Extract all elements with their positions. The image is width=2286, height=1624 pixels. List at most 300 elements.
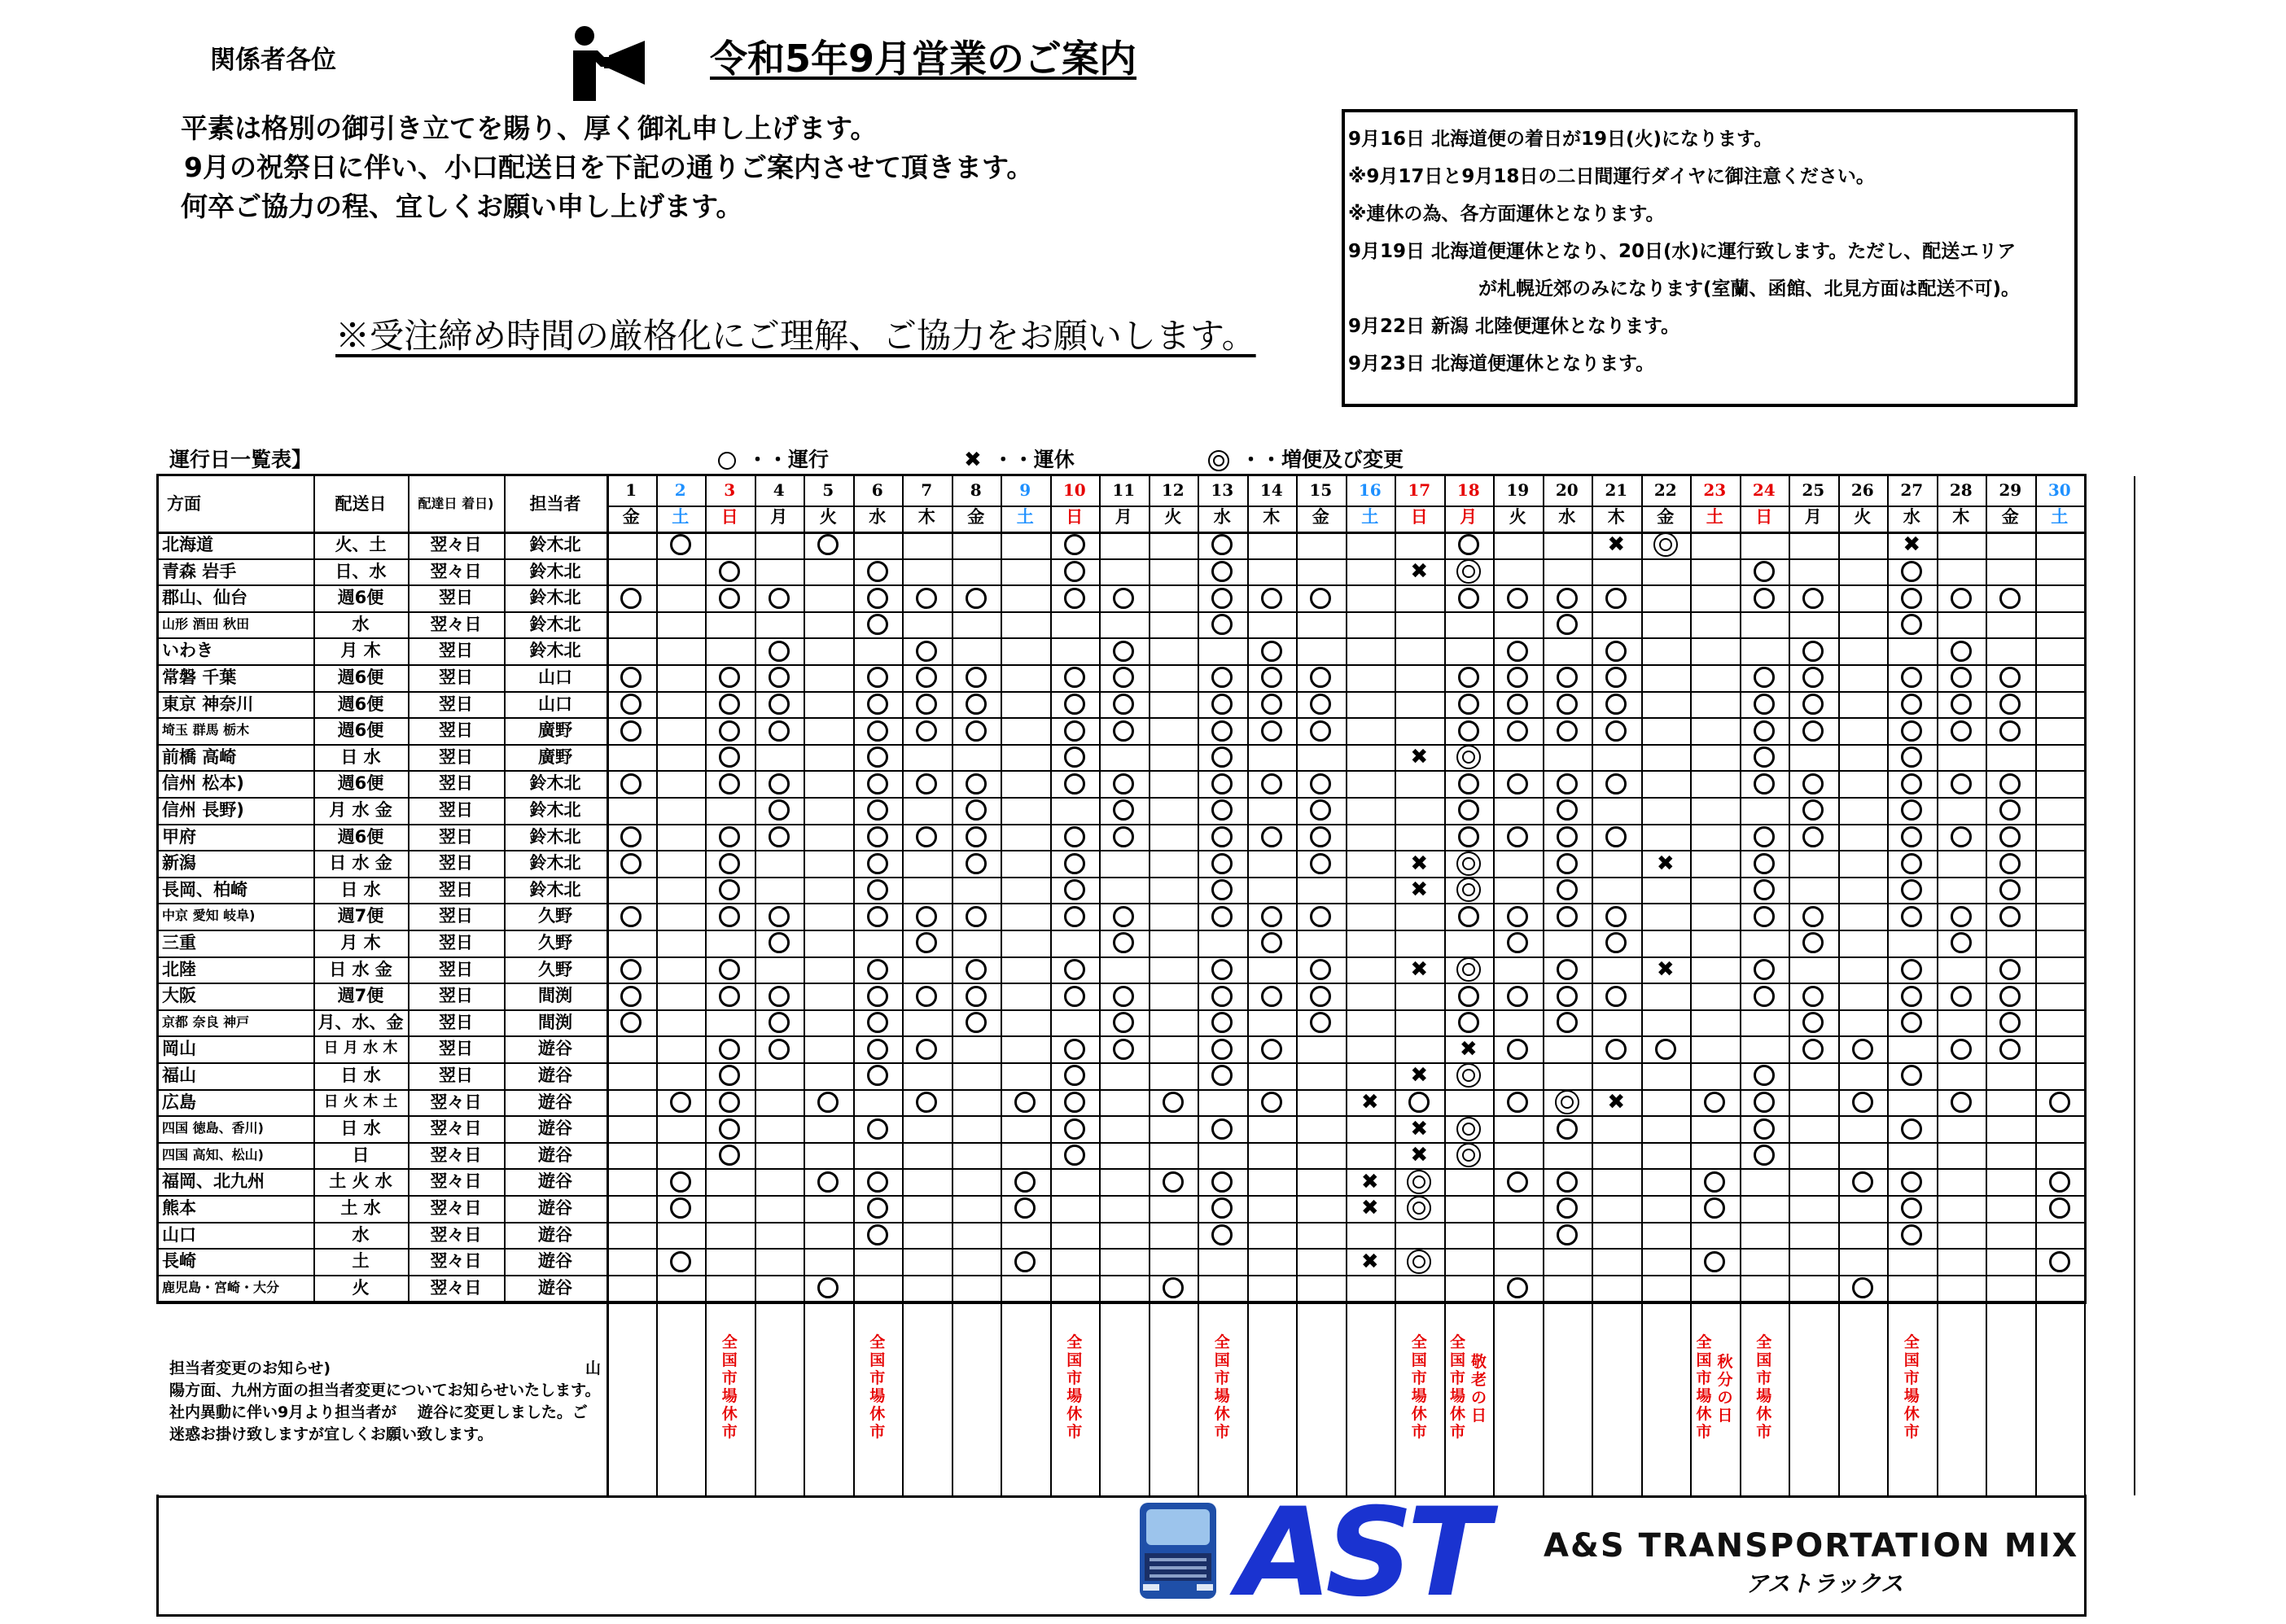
run-mark xyxy=(1754,667,1775,688)
day-number: 23 xyxy=(1703,480,1727,500)
page-title: 令和5年9月営業のご案内 xyxy=(710,37,1137,81)
holiday-label: 全国市場休市 xyxy=(1696,1333,1712,1442)
day-weekday: 水 xyxy=(869,507,887,527)
megaphone-icon xyxy=(567,23,655,104)
run-mark xyxy=(1999,879,2021,900)
run-mark xyxy=(1704,1251,1725,1272)
extra-mark xyxy=(1407,1250,1431,1274)
run-mark xyxy=(1211,694,1233,715)
run-mark xyxy=(1211,1118,1233,1140)
extra-mark xyxy=(1456,1117,1481,1141)
row-area: 福山 xyxy=(162,1066,196,1085)
holiday-label: 全国市場休市 xyxy=(1449,1333,1465,1442)
person-change-notice xyxy=(169,1358,601,1446)
run-mark xyxy=(719,1145,740,1166)
row-arrival: 翌々日 xyxy=(430,561,482,581)
run-mark xyxy=(1901,1065,1922,1086)
run-mark xyxy=(1458,826,1479,847)
row-delivery-days: 月 木 xyxy=(340,641,381,661)
run-mark xyxy=(1310,959,1331,980)
run-mark xyxy=(1557,799,1578,821)
row-arrival: 翌日 xyxy=(439,694,473,714)
run-mark xyxy=(1507,826,1528,847)
day-number: 6 xyxy=(871,480,883,500)
row-area: 山口 xyxy=(162,1224,196,1245)
day-divider xyxy=(1789,476,1790,1495)
run-mark xyxy=(1557,853,1578,874)
row-delivery-days: 日 水 xyxy=(340,879,381,900)
day-number: 17 xyxy=(1408,480,1431,500)
suspended-mark: ✖ xyxy=(1459,1036,1478,1062)
row-person: 遊谷 xyxy=(538,1066,572,1085)
day-weekday: 水 xyxy=(1558,507,1576,527)
run-mark xyxy=(1310,986,1331,1007)
run-mark xyxy=(1458,799,1479,821)
column-header-delivery_days: 配送日 xyxy=(335,494,387,514)
run-mark xyxy=(1901,1118,1922,1140)
run-mark xyxy=(1901,561,1922,582)
run-mark xyxy=(719,694,740,715)
row-delivery-days: 日 水 xyxy=(340,1118,381,1139)
run-mark xyxy=(1901,1171,1922,1193)
run-mark xyxy=(867,959,888,980)
row-delivery-days: 週6便 xyxy=(337,720,384,741)
run-mark xyxy=(1852,1171,1873,1193)
run-mark xyxy=(817,1171,839,1193)
run-mark xyxy=(719,1092,740,1113)
row-area: 鹿児島・宮崎・大分 xyxy=(162,1279,280,1295)
notice-line: 9月19日 北海道便運休となり、20日(水)に運行致します。ただし、配送エリア xyxy=(1348,241,2017,262)
row-delivery-days: 水 xyxy=(352,1224,370,1245)
row-arrival: 翌日 xyxy=(439,986,473,1006)
run-mark xyxy=(1408,1092,1430,1113)
run-mark xyxy=(916,588,937,609)
run-mark xyxy=(1113,641,1134,662)
day-weekday: 金 xyxy=(1657,507,1675,527)
row-person: 遊谷 xyxy=(538,1118,572,1139)
intro-line: 何卒ご協力の程、宜しくお願い申し上げます。 xyxy=(181,190,743,222)
column-header-arrival: 配達日 着日) xyxy=(418,496,494,511)
run-mark xyxy=(966,906,987,927)
run-mark xyxy=(1113,986,1134,1007)
run-mark xyxy=(1261,667,1282,688)
extra-mark xyxy=(1456,878,1481,902)
day-divider xyxy=(1247,476,1249,1495)
truck-icon xyxy=(1133,1499,1223,1604)
row-arrival: 翌日 xyxy=(439,641,473,661)
row-delivery-days: 土 火 水 xyxy=(329,1171,392,1192)
day-number: 10 xyxy=(1062,480,1086,500)
day-weekday: 火 xyxy=(1509,507,1526,527)
run-mark xyxy=(1211,588,1233,609)
day-number: 3 xyxy=(724,480,736,500)
row-area: 四国 徳島、香川) xyxy=(162,1120,264,1136)
day-divider xyxy=(1740,476,1741,1495)
run-mark xyxy=(1211,1065,1233,1086)
row-area: 東京 神奈川 xyxy=(162,694,254,714)
run-mark xyxy=(1557,1224,1578,1245)
run-mark xyxy=(1458,773,1479,794)
run-mark xyxy=(1113,1039,1134,1060)
run-mark xyxy=(1802,1012,1824,1033)
run-mark xyxy=(1113,932,1134,953)
extra-mark xyxy=(1456,745,1481,769)
row-delivery-days: 土 xyxy=(352,1251,370,1272)
run-mark xyxy=(1901,694,1922,715)
run-mark xyxy=(1211,1197,1233,1219)
row-person: 鈴木北 xyxy=(529,535,581,554)
holiday-label: 全国市場休市 xyxy=(1066,1333,1083,1442)
run-mark xyxy=(1754,694,1775,715)
run-mark xyxy=(1507,588,1528,609)
run-mark xyxy=(1605,1039,1627,1060)
day-weekday: 金 xyxy=(2001,507,2019,527)
run-mark xyxy=(1113,694,1134,715)
row-delivery-days: 週6便 xyxy=(337,588,384,608)
row-person: 間渕 xyxy=(538,986,572,1006)
intro-line: 平素は格別の御引き立てを賜り、厚く御礼申し上げます。 xyxy=(181,112,878,144)
notice-line: ※9月17日と9月18日の二日間運行ダイヤに御注意ください。 xyxy=(1348,166,1875,187)
run-mark xyxy=(1261,694,1282,715)
run-mark xyxy=(1557,667,1578,688)
run-mark xyxy=(1951,641,1972,662)
run-mark xyxy=(1951,667,1972,688)
run-mark xyxy=(1064,1065,1085,1086)
day-number: 20 xyxy=(1555,480,1579,500)
run-mark xyxy=(1261,773,1282,794)
run-mark xyxy=(1211,1012,1233,1033)
run-mark xyxy=(916,773,937,794)
run-mark xyxy=(1802,826,1824,847)
run-mark xyxy=(1754,1092,1775,1113)
row-delivery-days: 火、土 xyxy=(335,535,387,554)
row-delivery-days: 週6便 xyxy=(337,826,384,847)
run-mark xyxy=(966,853,987,874)
run-mark xyxy=(2049,1251,2070,1272)
day-number: 21 xyxy=(1605,480,1628,500)
day-number: 26 xyxy=(1850,480,1874,500)
run-mark xyxy=(1557,694,1578,715)
run-mark xyxy=(1557,1118,1578,1140)
run-mark xyxy=(1999,906,2021,927)
row-area: 中京 愛知 岐阜) xyxy=(162,908,256,924)
column-header-area: 方面 xyxy=(167,494,201,514)
run-mark xyxy=(817,534,839,555)
run-mark xyxy=(916,641,937,662)
run-mark xyxy=(1999,720,2021,742)
day-number: 15 xyxy=(1309,480,1333,500)
row-arrival: 翌日 xyxy=(439,959,473,979)
column-divider xyxy=(607,476,609,1495)
row-delivery-days: 日 火 木 土 xyxy=(323,1092,398,1110)
row-person: 鈴木北 xyxy=(529,641,581,661)
day-number: 30 xyxy=(2047,480,2071,500)
run-mark xyxy=(620,959,642,980)
run-mark xyxy=(1064,906,1085,927)
day-number: 24 xyxy=(1752,480,1776,500)
run-mark xyxy=(1261,1092,1282,1113)
run-mark xyxy=(1211,879,1233,900)
run-mark xyxy=(966,1012,987,1033)
run-mark xyxy=(966,694,987,715)
run-mark xyxy=(1014,1171,1036,1193)
run-mark xyxy=(1754,588,1775,609)
run-mark xyxy=(719,879,740,900)
run-mark xyxy=(719,746,740,768)
day-weekday: 金 xyxy=(1312,507,1329,527)
person-change-heading: 担当者変更のお知らせ) xyxy=(169,1359,331,1377)
run-mark xyxy=(769,720,790,742)
run-mark xyxy=(1951,1039,1972,1060)
company-name: A&S TRANSPORTATION MIX xyxy=(1544,1527,2079,1565)
row-arrival: 翌日 xyxy=(439,853,473,873)
run-mark xyxy=(867,799,888,821)
run-mark xyxy=(1557,879,1578,900)
run-mark xyxy=(1557,614,1578,635)
run-mark xyxy=(1458,534,1479,555)
row-area: 大阪 xyxy=(162,986,196,1006)
run-mark xyxy=(867,879,888,900)
day-weekday: 土 xyxy=(1016,507,1034,527)
run-mark xyxy=(1852,1092,1873,1113)
run-mark xyxy=(916,986,937,1007)
run-mark xyxy=(1901,746,1922,768)
run-mark xyxy=(1999,1012,2021,1033)
run-mark xyxy=(1901,986,1922,1007)
suspended-mark: ✖ xyxy=(1410,1063,1429,1088)
holiday-label: 全国市場休市 xyxy=(1411,1333,1427,1442)
day-number: 12 xyxy=(1161,480,1185,500)
legend-run xyxy=(718,444,829,473)
day-weekday: 木 xyxy=(1263,507,1281,527)
day-divider xyxy=(1296,476,1298,1495)
run-mark xyxy=(620,720,642,742)
row-area: 京都 奈良 神戸 xyxy=(162,1013,250,1030)
day-weekday: 水 xyxy=(1903,507,1920,527)
row-person: 鈴木北 xyxy=(529,588,581,608)
row-area: 三重 xyxy=(162,933,196,952)
run-mark xyxy=(1458,906,1479,927)
row-delivery-days: 日 月 水 木 xyxy=(323,1040,398,1057)
day-divider xyxy=(1001,476,1002,1495)
run-mark xyxy=(719,1039,740,1060)
row-arrival: 翌日 xyxy=(439,773,473,794)
row-person: 鈴木北 xyxy=(529,773,581,794)
day-weekday: 日 xyxy=(1410,507,1428,527)
holiday-name: 敬老の日 xyxy=(1470,1353,1487,1425)
day-weekday: 水 xyxy=(1213,507,1231,527)
run-mark xyxy=(1901,799,1922,821)
row-delivery-days: 土 水 xyxy=(340,1198,381,1218)
run-mark xyxy=(1113,667,1134,688)
run-mark xyxy=(1901,667,1922,688)
suspended-mark: ✖ xyxy=(1903,532,1921,558)
day-weekday: 土 xyxy=(2051,507,2069,527)
row-person: 間渕 xyxy=(538,1012,572,1032)
run-mark xyxy=(1754,561,1775,582)
notice-box xyxy=(1342,109,2078,407)
run-mark xyxy=(1557,959,1578,980)
run-mark xyxy=(769,694,790,715)
run-mark xyxy=(769,1039,790,1060)
day-divider xyxy=(1099,476,1101,1495)
run-mark xyxy=(1211,720,1233,742)
row-delivery-days: 火 xyxy=(352,1277,370,1298)
run-mark xyxy=(1211,906,1233,927)
holiday-label: 全国市場休市 xyxy=(1756,1333,1772,1442)
holiday-label: 全国市場休市 xyxy=(1903,1333,1920,1442)
run-mark xyxy=(1064,1145,1085,1166)
run-mark xyxy=(1557,826,1578,847)
run-mark xyxy=(867,694,888,715)
run-mark xyxy=(1754,773,1775,794)
row-person: 遊谷 xyxy=(538,1224,572,1245)
day-divider xyxy=(755,476,756,1495)
run-mark xyxy=(867,561,888,582)
run-mark xyxy=(1163,1277,1184,1298)
run-mark xyxy=(1507,720,1528,742)
run-mark xyxy=(1458,1012,1479,1033)
row-area: 青森 岩手 xyxy=(162,561,237,581)
run-mark xyxy=(1802,588,1824,609)
addressee: 関係者各位 xyxy=(210,46,336,75)
run-mark xyxy=(1802,773,1824,794)
day-weekday: 火 xyxy=(819,507,837,527)
run-mark xyxy=(1557,986,1578,1007)
run-mark xyxy=(1605,826,1627,847)
run-mark xyxy=(1951,773,1972,794)
row-delivery-days: 日 水 金 xyxy=(329,853,392,873)
suspended-mark: ✖ xyxy=(1410,1116,1429,1141)
day-divider xyxy=(1493,476,1495,1495)
run-mark xyxy=(1999,986,2021,1007)
run-mark xyxy=(1557,906,1578,927)
day-weekday: 月 xyxy=(1115,507,1132,527)
day-divider xyxy=(1444,476,1446,1495)
request-note: ※受注締め時間の厳格化にご理解、ご協力をお願いします。 xyxy=(335,316,1256,356)
row-delivery-days: 水 xyxy=(352,614,370,634)
extra-mark xyxy=(1653,532,1678,557)
day-divider xyxy=(1937,476,1938,1495)
run-mark xyxy=(1951,986,1972,1007)
row-area: 埼玉 群馬 栃木 xyxy=(162,722,250,738)
row-delivery-days: 週7便 xyxy=(337,986,384,1006)
row-delivery-days: 日 水 xyxy=(340,746,381,767)
run-mark xyxy=(719,853,740,874)
run-mark xyxy=(1211,667,1233,688)
run-mark xyxy=(1557,1012,1578,1033)
run-mark xyxy=(1951,694,1972,715)
run-mark xyxy=(1655,1039,1676,1060)
run-mark xyxy=(1113,826,1134,847)
run-mark xyxy=(867,1039,888,1060)
day-weekday: 木 xyxy=(1952,507,1970,527)
run-mark xyxy=(1901,773,1922,794)
run-mark xyxy=(1261,826,1282,847)
row-person: 遊谷 xyxy=(538,1277,572,1298)
run-mark xyxy=(1211,826,1233,847)
run-mark xyxy=(769,588,790,609)
run-mark xyxy=(1901,1012,1922,1033)
day-number: 16 xyxy=(1358,480,1382,500)
run-mark xyxy=(719,588,740,609)
row-area: 信州 松本) xyxy=(162,773,244,794)
run-mark xyxy=(1211,959,1233,980)
day-number: 28 xyxy=(1949,480,1973,500)
run-mark xyxy=(1901,588,1922,609)
day-number: 27 xyxy=(1900,480,1924,500)
run-mark xyxy=(1999,588,2021,609)
run-mark xyxy=(1999,773,2021,794)
row-delivery-days: 週6便 xyxy=(337,694,384,714)
run-mark xyxy=(1014,1092,1036,1113)
day-number: 25 xyxy=(1802,480,1825,500)
run-mark xyxy=(1507,667,1528,688)
row-person: 遊谷 xyxy=(538,1145,572,1165)
run-mark xyxy=(1261,1039,1282,1060)
run-mark xyxy=(916,932,937,953)
row-person: 久野 xyxy=(538,933,572,952)
run-mark xyxy=(1458,694,1479,715)
run-mark xyxy=(1605,720,1627,742)
row-arrival: 翌日 xyxy=(439,879,473,900)
run-mark xyxy=(1507,986,1528,1007)
suspended-mark: ✖ xyxy=(1656,851,1675,876)
day-weekday: 火 xyxy=(1164,507,1182,527)
run-mark xyxy=(1951,1092,1972,1113)
run-mark xyxy=(867,826,888,847)
run-mark xyxy=(867,1012,888,1033)
row-area: 北海道 xyxy=(162,535,213,554)
legend-extra xyxy=(1208,444,1404,473)
run-mark xyxy=(2049,1197,2070,1219)
run-mark xyxy=(1064,694,1085,715)
row-delivery-days: 週7便 xyxy=(337,906,384,926)
run-mark xyxy=(1507,641,1528,662)
row-arrival: 翌日 xyxy=(439,933,473,952)
run-mark xyxy=(719,959,740,980)
row-delivery-days: 日 水 金 xyxy=(329,959,392,979)
row-area: 福岡、北九州 xyxy=(162,1171,265,1192)
run-mark xyxy=(966,773,987,794)
run-mark xyxy=(1458,720,1479,742)
run-mark xyxy=(1754,746,1775,768)
run-mark xyxy=(1261,720,1282,742)
row-arrival: 翌日 xyxy=(439,720,473,741)
run-mark xyxy=(1014,1251,1036,1272)
day-divider xyxy=(1149,476,1150,1495)
run-mark xyxy=(1064,1039,1085,1060)
day-number: 22 xyxy=(1653,480,1677,500)
run-mark xyxy=(867,614,888,635)
run-mark xyxy=(1704,1092,1725,1113)
run-mark xyxy=(620,826,642,847)
run-mark xyxy=(2049,1171,2070,1193)
day-number: 29 xyxy=(1999,480,2022,500)
run-mark xyxy=(1310,773,1331,794)
day-divider xyxy=(1543,476,1544,1495)
run-mark xyxy=(1557,588,1578,609)
intro-line: 9月の祝祭日に伴い、小口配送日を下記の通りご案内させて頂きます。 xyxy=(184,151,1034,183)
run-mark xyxy=(1999,853,2021,874)
day-weekday: 月 xyxy=(770,507,788,527)
day-divider xyxy=(2035,476,2037,1495)
run-mark xyxy=(916,1039,937,1060)
run-mark xyxy=(966,799,987,821)
run-mark xyxy=(769,826,790,847)
suspended-mark: ✖ xyxy=(1410,745,1429,770)
row-person: 遊谷 xyxy=(538,1251,572,1272)
